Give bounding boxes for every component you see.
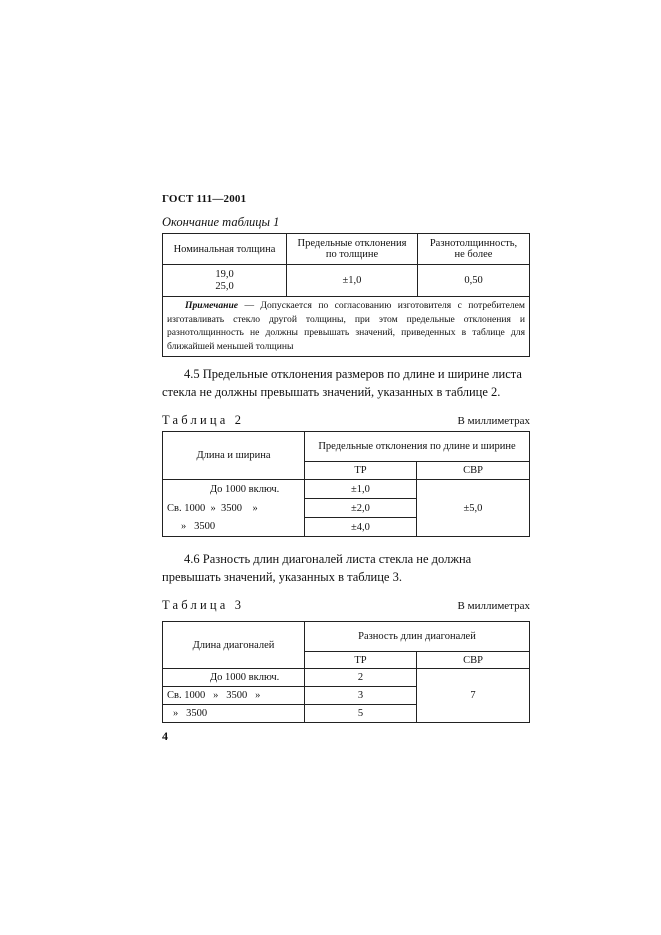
table3-caption: Таблица 3 bbox=[162, 598, 245, 612]
table2-header-length-width: Длина и ширина bbox=[163, 432, 305, 480]
table3-header-group: Разность длин диагоналей bbox=[305, 622, 530, 652]
table1-note-text: — Допускается по согласованию изготовителя с потребителем изготавливать стекло другой толщины, при этом предельные отклонения и разнотолщинность не должны превышать значений, приведенных в таблице для ближайшей меньшей толщины bbox=[167, 300, 525, 352]
table2-row-tr: ±1,0 bbox=[305, 480, 417, 499]
table1-caption: Окончание таблицы 1 bbox=[162, 215, 280, 229]
table1-deviation: ±1,0 bbox=[287, 265, 418, 297]
paragraph-4-5 bbox=[162, 365, 530, 401]
paragraph-4-5-text: 4.5 Предельные отклонения размеров по длине и ширине листа стекла не должны превышать значений, указанных в таблице 2. bbox=[162, 367, 522, 399]
table2-svr-value: ±5,0 bbox=[417, 480, 530, 537]
table3 bbox=[162, 621, 530, 723]
document-code: ГОСТ 111—2001 bbox=[162, 193, 247, 205]
table2-row-label: Св. 1000 » 3500 » bbox=[163, 499, 305, 518]
paragraph-4-6-text: 4.6 Разность длин диагоналей листа стекла не должна превышать значений, указанных в таблице 3. bbox=[162, 552, 472, 584]
table2 bbox=[162, 431, 530, 537]
table3-row-label: Св. 1000 » 3500 » bbox=[163, 687, 305, 705]
table2-row-tr: ±4,0 bbox=[305, 518, 417, 537]
table1-thickness-1: 19,0 bbox=[215, 268, 234, 280]
table3-row-tr: 3 bbox=[305, 687, 417, 705]
table3-header-diagonal-length: Длина диагоналей bbox=[163, 622, 305, 669]
table1 bbox=[162, 233, 530, 357]
table2-caption: Таблица 2 bbox=[162, 413, 245, 427]
table1-header-thickness: Номинальная толщина bbox=[163, 234, 287, 265]
table1-note-label: Примечание bbox=[185, 300, 239, 311]
table1-header-deviation: Предельные отклонения по толщине bbox=[287, 234, 418, 265]
table2-row-label: » 3500 bbox=[163, 518, 305, 537]
table3-row-tr: 5 bbox=[305, 705, 417, 723]
table2-header-tr: ТР bbox=[305, 462, 417, 480]
paragraph-4-6 bbox=[162, 550, 530, 586]
table2-row-label: До 1000 включ. bbox=[163, 480, 305, 499]
table2-header-svr: СВР bbox=[417, 462, 530, 480]
table1-variation: 0,50 bbox=[418, 265, 530, 297]
table1-header-variation: Разнотолщинность, не более bbox=[418, 234, 530, 265]
table3-header-svr: СВР bbox=[417, 652, 530, 669]
table2-header-group: Предельные отклонения по длине и ширине bbox=[305, 432, 530, 462]
table1-note bbox=[163, 297, 530, 357]
table1-thickness-cell bbox=[163, 265, 287, 297]
table3-row-label: До 1000 включ. bbox=[163, 669, 305, 687]
table3-row-tr: 2 bbox=[305, 669, 417, 687]
page-number: 4 bbox=[162, 729, 168, 743]
table2-unit: В миллиметрах bbox=[457, 415, 530, 427]
table1-thickness-2: 25,0 bbox=[215, 280, 234, 292]
table3-row-label: » 3500 bbox=[163, 705, 305, 723]
table3-svr-value: 7 bbox=[417, 669, 530, 723]
table3-unit: В миллиметрах bbox=[457, 600, 530, 612]
table2-row-tr: ±2,0 bbox=[305, 499, 417, 518]
table3-header-tr: ТР bbox=[305, 652, 417, 669]
